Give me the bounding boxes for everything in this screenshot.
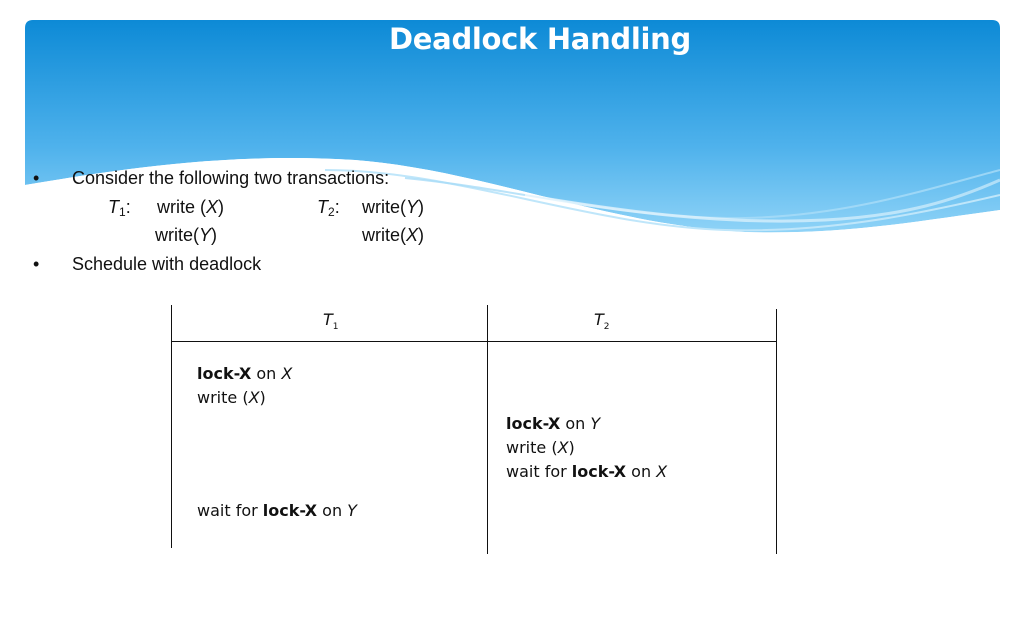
t1-label: $T_1$: bbox=[108, 197, 131, 219]
bullet-text-schedule: Schedule with deadlock bbox=[72, 254, 262, 274]
column-header-t2: $T_2$ bbox=[594, 310, 610, 332]
table-right-border bbox=[776, 309, 777, 554]
bullet-marker: • bbox=[33, 168, 40, 188]
bullet-text-transactions: Consider the following two transactions: bbox=[72, 168, 390, 188]
slide-title: Deadlock Handling bbox=[389, 22, 691, 56]
bullet-marker: • bbox=[33, 254, 40, 274]
t2-label: $T_2$: bbox=[317, 197, 340, 219]
table-header-rule bbox=[171, 341, 777, 342]
t2-write-x: write (X) bbox=[506, 438, 575, 457]
t1-op2: write(Y) bbox=[155, 225, 218, 245]
t2-lock-x-on-y: lock-X on Y bbox=[506, 414, 601, 433]
t2-op1: write(Y) bbox=[362, 197, 425, 217]
t1-lock-x-on-x: lock-X on X bbox=[197, 364, 293, 383]
t2-wait-for-lock-x-on-x: wait for lock-X on X bbox=[506, 462, 668, 481]
column-header-t1: $T_1$ bbox=[323, 310, 339, 332]
table-column-divider bbox=[487, 305, 488, 554]
t1-op1: write (X) bbox=[157, 197, 225, 217]
t1-write-x: write (X) bbox=[197, 388, 266, 407]
t1-wait-for-lock-x-on-y: wait for lock-X on Y bbox=[197, 501, 357, 520]
t2-op2: write(X) bbox=[362, 225, 425, 245]
